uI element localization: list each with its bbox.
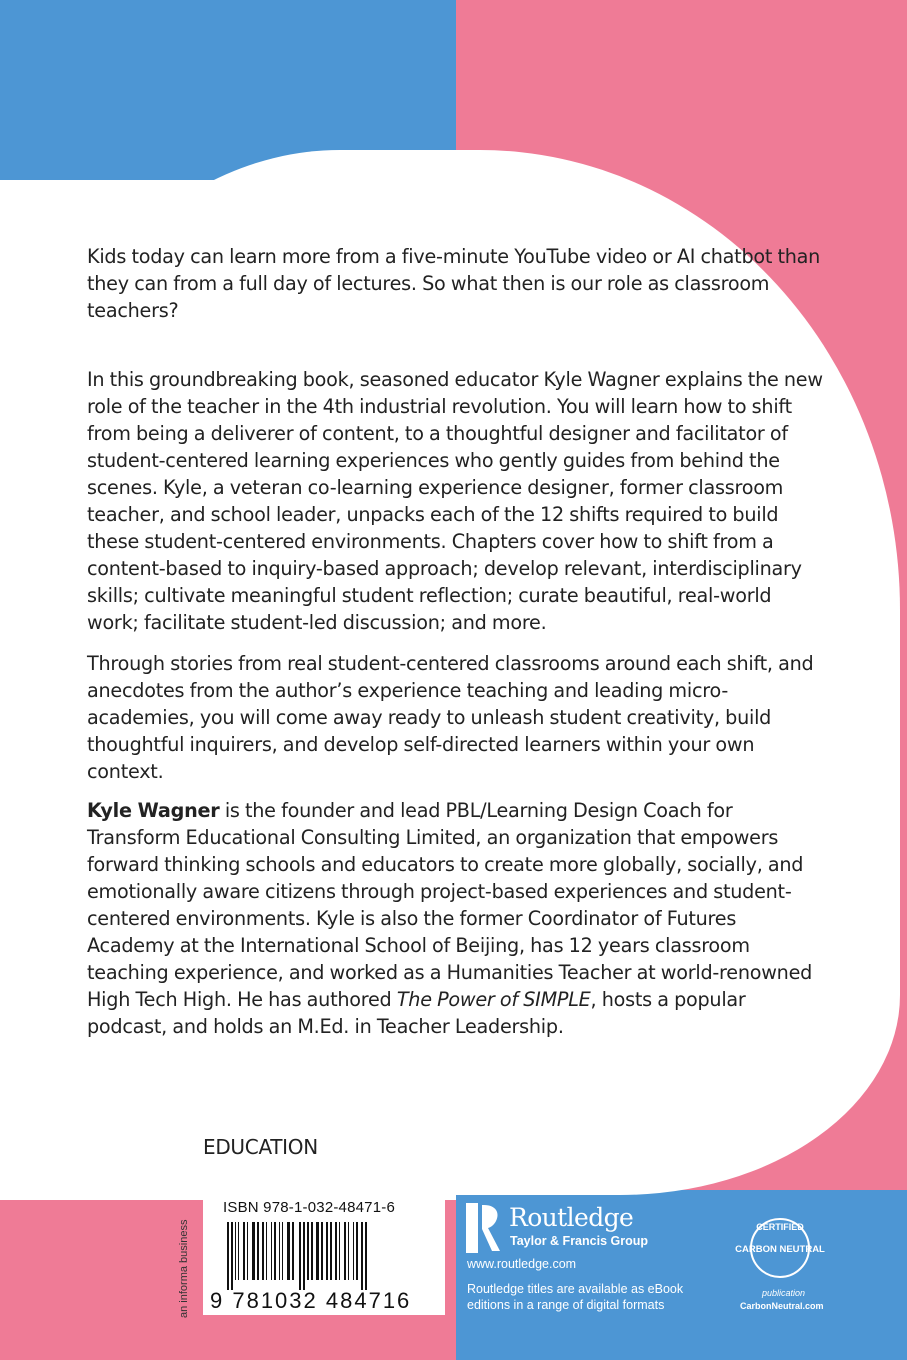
blurb-paragraph-2: In this groundbreaking book, seasoned educator Kyle Wagner explains the new role of the teacher in the 4th industrial revolution. You will learn how to shift from being a deliverer of content, to a thoughtful designer and facilitator of student-centered learning experiences who gently guides from behind the scenes. Kyle, a veteran co-learning experience designer, former classroom teacher, and school leader, unpacks each of the 12 shifts required to build these student-centered environments. Chapters cover how to shift from a content-based to inquiry-based approach; develop relevant, interdisciplinary skills; cultivate meaningful student reflection; curate beautiful, real-world work; facilitate student-led discussion; and more. <box>87 368 823 634</box>
barcode-bar <box>356 1222 358 1280</box>
category-label: EDUCATION <box>203 1135 318 1159</box>
barcode-bar <box>365 1222 367 1290</box>
ebook-note: Routledge titles are available as eBook editions in a range of digital formats <box>467 1282 684 1312</box>
barcode-bar <box>257 1222 259 1280</box>
barcode-bar <box>243 1222 245 1280</box>
barcode-bar <box>231 1222 233 1290</box>
barcode-bar <box>344 1222 346 1280</box>
author-bio-text-b: , hosts a popular podcast, and holds an M.Ed. in Teacher Leadership. <box>87 988 746 1038</box>
barcode-number: 9 781032 484716 <box>210 1288 412 1313</box>
barcode-icon <box>225 1222 430 1290</box>
barcode-bar <box>335 1222 337 1280</box>
carbon-neutral-middle-text: CARBON NEUTRAL <box>735 1244 825 1255</box>
barcode-bar <box>321 1222 323 1280</box>
carbon-neutral-site: CarbonNeutral.com <box>740 1301 824 1311</box>
isbn-text: ISBN 978-1-032-48471-6 <box>223 1199 396 1216</box>
barcode-bar <box>353 1222 354 1280</box>
barcode-bar <box>330 1222 332 1280</box>
publisher-url: www.routledge.com <box>467 1257 577 1271</box>
barcode-bar <box>227 1222 229 1290</box>
barcode-bar <box>348 1222 349 1280</box>
barcode-bar <box>247 1222 248 1280</box>
routledge-logo-icon <box>466 1203 502 1253</box>
barcode-bar <box>303 1222 305 1290</box>
author-book-title: The Power of SIMPLE <box>396 988 591 1011</box>
barcode-bar <box>339 1222 340 1280</box>
barcode-bar <box>252 1222 255 1280</box>
blurb-paragraph-1: Kids today can learn more from a five-minute YouTube video or AI chatbot than they can from a full day of lectures. So what then is our role as classroom teachers? <box>87 245 821 322</box>
barcode-bar <box>307 1222 309 1280</box>
barcode-bar <box>279 1222 280 1280</box>
barcode-bar <box>287 1222 290 1280</box>
barcode-bar <box>316 1222 319 1280</box>
barcode-bar <box>299 1222 301 1290</box>
publisher-name: Routledge <box>509 1203 634 1232</box>
author-bio <box>87 797 827 1040</box>
barcode-bar <box>326 1222 328 1280</box>
publisher-group: Taylor & Francis Group <box>510 1234 648 1248</box>
barcode-bar <box>311 1222 313 1280</box>
barcode-bar <box>262 1222 264 1280</box>
barcode-bar <box>235 1222 236 1280</box>
author-name: Kyle Wagner <box>87 799 220 822</box>
barcode-bar <box>271 1222 272 1280</box>
barcode-bar <box>238 1222 239 1280</box>
barcode-bar <box>292 1222 294 1280</box>
informa-business-text: an informa business <box>178 1219 190 1318</box>
text-panel-extension <box>0 1120 456 1200</box>
author-bio-text-a: is the founder and lead PBL/Learning Design Coach for Transform Educational Consulting Limited, an organization that empowers forward thinking schools and educators to create more globally, socially, and emotionally aware citizens through project-based experiences and student-centered environments. Kyle is also the former Coordinator of Futures Academy at the International School of Beijing, has 12 years classroom teaching experience, and worked as a Humanities Teacher at world-renowned High Tech High. He has authored <box>87 799 813 1011</box>
barcode-bar <box>282 1222 283 1280</box>
barcode-bar <box>274 1222 276 1280</box>
barcode-bar <box>266 1222 267 1280</box>
blurb-paragraph-3: Through stories from real student-centered classrooms around each shift, and anecdotes from the author’s experience teaching and leading micro-academies, you will come away ready to unleash student creativity, build thoughtful inquirers, and develop self-directed learners within your own context. <box>87 652 814 783</box>
carbon-neutral-seal <box>735 1208 825 1288</box>
carbon-neutral-publication: publication <box>762 1288 806 1298</box>
carbon-neutral-top-text: CERTIFIED <box>756 1222 804 1232</box>
barcode-bar <box>361 1222 363 1290</box>
